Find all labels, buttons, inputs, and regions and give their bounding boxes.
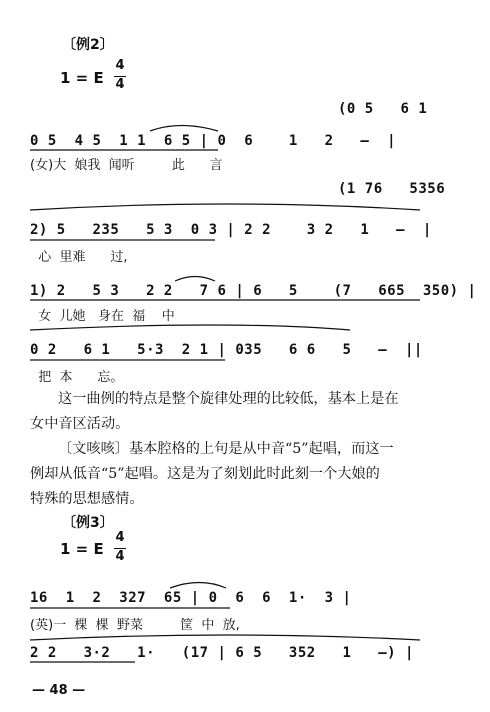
lyric-row: 女 儿她 身在 福 中 — [30, 309, 175, 324]
example-3-key: 1 = E — [60, 540, 104, 558]
paragraph-line: 女中音区活动。 — [30, 416, 130, 432]
slur-mark — [30, 635, 420, 640]
music-row: 1) 2 5 3 2 2 7 6 | 6 5 (7 665 350) | — [30, 283, 477, 299]
paragraph-line: 这一曲例的特点是整个旋律处理的比较低，基本上是在 — [58, 391, 399, 407]
paragraph-line: 特殊的思想感情。 — [30, 491, 144, 507]
example-2-time-top: 4 — [115, 58, 125, 73]
slur-mark — [175, 277, 215, 282]
lyric-row: 心 里难 过, — [30, 250, 128, 265]
lyric-row: (女)大 娘我 闻听 此 言 — [30, 158, 223, 173]
lyric-row: 把 本 忘。 — [30, 370, 124, 385]
slur-mark — [30, 325, 350, 330]
lyric-row: (英)一 棵 棵 野菜 筐 中 放, — [30, 618, 240, 633]
music-row: (0 5 6 1 — [338, 101, 428, 117]
music-row: 2 2 3·2 1· (17 | 6 5 352 1 —) | — [30, 645, 414, 661]
example-2-label: 〔例2〕 — [62, 37, 114, 53]
slur-mark — [150, 126, 218, 132]
music-row: 16 1 2 327 65 | 0 6 6 1· 3 | — [30, 590, 352, 606]
example-3-label: 〔例3〕 — [62, 515, 114, 531]
slur-mark — [30, 204, 420, 210]
slur-mark — [170, 583, 226, 589]
page-number: — 48 — — [32, 683, 86, 698]
music-row: (1 76 5356 — [338, 181, 446, 197]
example-2-key: 1 = E — [60, 69, 104, 87]
example-3-time-bottom: 4 — [115, 549, 125, 564]
example-2-time-bottom: 4 — [115, 77, 125, 92]
music-row: 2) 5 235 5 3 0 3 | 2 2 3 2 1 — | — [30, 222, 432, 238]
paragraph-line: 例却从低音“5”起唱。这是为了刻划此时此刻一个大娘的 — [30, 466, 380, 482]
music-row: 0 2 6 1 5·3 2 1 | 035 6 6 5 — || — [30, 342, 423, 358]
example-3-time-top: 4 — [115, 530, 125, 545]
music-row: 0 5 4 5 1 1 6 5 | 0 6 1 2 — | — [30, 133, 397, 149]
paragraph-line: 〔文咳咳〕基本腔格的上句是从中音“5”起唱，而这一 — [58, 441, 394, 457]
